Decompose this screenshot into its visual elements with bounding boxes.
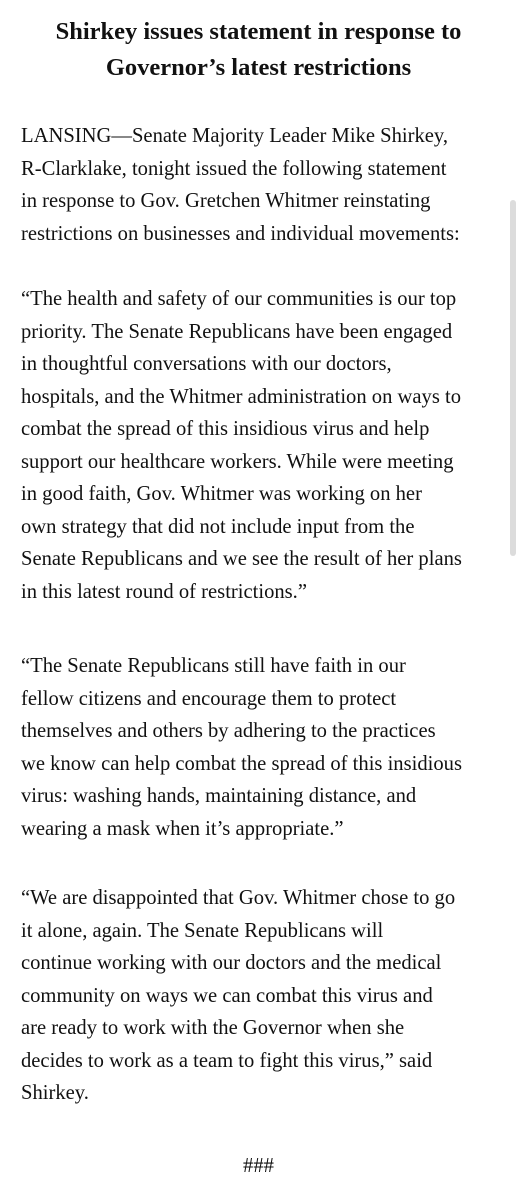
text-line: in thoughtful conversations with our doctors, — [21, 353, 392, 375]
text-line: R-Clarklake, tonight issued the following statement — [21, 157, 447, 180]
text-line: wearing a mask when it’s appropriate.” — [21, 817, 344, 840]
text-line: virus: washing hands, maintaining distance, and — [21, 785, 417, 807]
scrollbar-thumb[interactable] — [510, 200, 516, 556]
text-line: support our healthcare workers. While were meeting — [21, 450, 454, 473]
text-line: we know can help combat the spread of this insidious — [21, 752, 462, 775]
text-line: in response to Gov. Gretchen Whitmer reinstating — [21, 190, 431, 212]
text-line: “The health and safety of our communities is our top — [21, 288, 457, 310]
headline-line: Governor’s latest restrictions — [105, 54, 412, 81]
text-line: “We are disappointed that Gov. Whitmer chose to go — [21, 887, 456, 909]
text-line: restrictions on businesses and individual movements: — [21, 222, 460, 245]
paragraph-quote-1 — [21, 283, 511, 608]
text-line: in good faith, Gov. Whitmer was working on her — [21, 483, 422, 505]
text-line: “The Senate Republicans still have faith in our — [21, 655, 406, 677]
text-line: fellow citizens and encourage them to protect — [21, 687, 397, 710]
end-mark: ### — [243, 1155, 274, 1177]
paragraph-quote-3 — [21, 882, 511, 1110]
paragraph-intro — [21, 120, 511, 250]
paragraph-quote-2 — [21, 650, 511, 845]
headline-line: Shirkey issues statement in response to — [55, 18, 462, 45]
text-line: own strategy that did not include input from the — [21, 515, 415, 538]
text-line: decides to work as a team to fight this virus,” said — [21, 1049, 433, 1072]
text-line: continue working with our doctors and the medical — [21, 952, 442, 974]
headline — [0, 14, 517, 86]
text-line: are ready to work with the Governor when she — [21, 1017, 405, 1039]
text-line: Senate Republicans and we see the result of her plans — [21, 548, 462, 570]
text-line: it alone, again. The Senate Republicans will — [21, 919, 384, 942]
text-line: LANSING—Senate Majority Leader Mike Shirkey, — [21, 125, 449, 147]
text-line: in this latest round of restrictions.” — [21, 580, 307, 603]
text-line: priority. The Senate Republicans have been engaged — [21, 320, 453, 343]
text-line: combat the spread of this insidious virus and help — [21, 418, 430, 440]
text-line: hospitals, and the Whitmer administration on ways to — [21, 385, 462, 408]
text-line: themselves and others by adhering to the practices — [21, 720, 436, 742]
text-line: community on ways we can combat this virus and — [21, 984, 433, 1007]
text-line: Shirkey. — [21, 1082, 89, 1104]
